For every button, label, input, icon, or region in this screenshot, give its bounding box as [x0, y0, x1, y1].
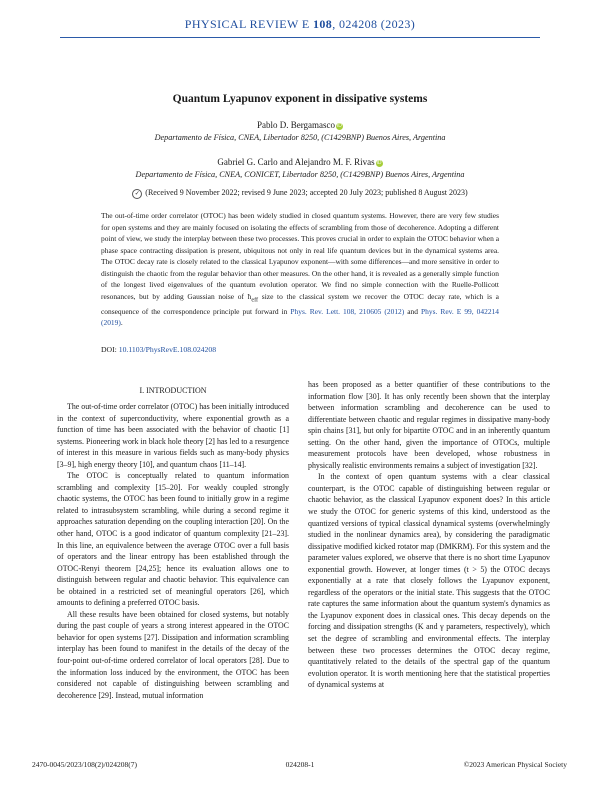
affiliation-1: Departamento de Física, CNEA, Libertador 8250, (C1429BNP) Buenos Aires, Argentina	[154, 133, 446, 142]
reference-link-pre[interactable]: Phys. Rev. E 99, 042214 (2019)	[101, 306, 499, 328]
header-rule	[60, 37, 540, 38]
check-for-updates-icon[interactable]: ✓	[132, 189, 142, 199]
section-heading-introduction: I. INTRODUCTION	[139, 386, 207, 395]
paragraph: The OTOC is conceptually related to quantum information scrambling and complexity [15–20]. For weakly coupled strongly chaotic systems, the OTOC has been found to initially grow in a regime related to intrasubsystem scrambling, while during a second regime it approaches saturation depending on the coupling interaction [20]. On the other hand, OTOC is a good indicator of quantum complexity [21–23]. In this line, an equivalence between the average OTOC over a full basis of operators and the linear entropy has been established through the OTOC-Renyi theorem [24,25]; hence its evaluation allows one to distinguish between regular and chaotic behavior. This equivalence can be obtained in a restricted set of meaningful operators [26], which amounts to defining a preferred OTOC basis.	[57, 471, 289, 608]
abstract-text: The out-of-time order correlator (OTOC) has been widely studied in closed quantum systems. However, there are very few studies for open systems and they are mainly focused on isolating the effects of scrambling from those of decoherence. Adopting a different point of view, we study the interplay between these two processes. This proves crucial in order to explain the OTOC behavior when a phase space contracting dissipation is present, ubiquitous not only in real life quantum devices but in the dynamical systems area. The OTOC decay rate is closely related to the classical Lyapunov exponent—with some differences—and more sensitive in order to distinguish the chaotic from the regular behavior than other measures. On the other hand, it is revealed as a generally simple function of the longest lived eigenvalues of the quantum evolution operator. We find no simple connection with the Ruelle-Pollicott resonances, but by adding Gaussian noise of ħ	[101, 211, 499, 301]
author-line-1	[0, 120, 600, 130]
footer-page-number: 024208-1	[285, 760, 315, 769]
author-name-1: Pablo D. Bergamasco	[256, 120, 336, 130]
received-dates	[0, 188, 600, 199]
footer-issn: 2470-0045/2023/108(2)/024208(7)	[32, 760, 137, 769]
doi-line	[101, 345, 216, 354]
right-column	[308, 379, 550, 691]
paragraph: All these results have been obtained for closed systems, but notably during the past couple of years a strong interest appeared in the OTOC behavior for open systems [27]. Dissipation and information scrambling interplay has been found to manifest in the details of the decay of the four-point out-of-time ordered correlator of local operators [28]. Due to the information loss induced by the environment, the OTOC has been considered not capable of distinguishing between scrambling and decoherence [29]. Instead, mutual information	[57, 609, 289, 700]
orcid-icon[interactable]: iD	[376, 160, 382, 166]
affiliation-2: Departamento de Física, CNEA, CONICET, Libertador 8250, (C1429BNP) Buenos Aires, Argentina	[135, 170, 465, 179]
author-line-2	[0, 157, 600, 167]
journal-header	[0, 17, 600, 32]
footer-copyright: ©2023 American Physical Society	[463, 760, 567, 769]
author-name-2: Gabriel G. Carlo and Alejandro M. F. Rivas	[217, 157, 375, 167]
orcid-icon[interactable]: iD	[337, 123, 342, 129]
received-text: (Received 9 November 2022; revised 9 June 2023; accepted 20 July 2023; published 8 August 2023)	[145, 188, 468, 197]
abstract-end: .	[120, 318, 123, 328]
abstract-text-2: size to the classical system we recover the OTOC decay rate, which is a consequence of the correspondence principle put forward in	[101, 291, 499, 316]
journal-article-number: , 024208 (2023)	[332, 17, 416, 31]
abstract	[101, 210, 499, 329]
journal-name: PHYSICAL REVIEW E	[184, 17, 310, 31]
abstract-and: and	[404, 306, 422, 316]
paper-title: Quantum Lyapunov exponent in dissipative systems	[172, 93, 428, 105]
paragraph: The out-of-time order correlator (OTOC) has been initially introduced in the context of superconductivity, where exponential growth as a function of time has been associated with the behavior of chaotic [1] systems. Pioneering work in black hole theory [2] has led to a resurgence of interest in this measure in various fields such as many-body physics [3–9], high energy theory [10], and quantum chaos [11–14].	[57, 402, 289, 469]
doi-link[interactable]: 10.1103/PhysRevE.108.024208	[118, 345, 217, 354]
paragraph: has been proposed as a better quantifier of these contributions to the information flow [30]. It has only recently been shown that the interplay between information scrambling and decoherence can be used to differentiate between chaotic and regular regimes in dissipative many-body spin chains [31], but only for bipartite OTOC and in an inherently quantum setting. On the other hand, given the importance of OTOCs, multiple measurement protocols have been developed, whose robustness in physically realistic environments remains a subject of investigation [32].	[308, 380, 550, 470]
doi-label: DOI:	[101, 345, 119, 354]
left-column	[57, 401, 289, 701]
paragraph: In the context of open quantum systems with a clear classical counterpart, is the OTOC capable of distinguishing between regular or chaotic behavior, as the classical Lyapunov exponent does? In this article we study the OTOC for generic systems of this kind, understood as the quantized versions of typical classical dynamical systems (overwhelmingly studied in the nonlinear dynamics area), by considering the paradigmatic dissipative modified kicked rotator map (DMKRM). For this system and the parameter values explored, we observe that there is no short time Lyapunov exponential growth. However, at longer times (t > 5) the OTOC decays exponentially at a rate that closely follows the Lyapunov exponent, regardless of the operators or the initial state. This suggests that the OTOC rate captures the same information about the quantum system's dynamics as the Lyapunov exponent does in classical ones. This decay depends on the forcing and dissipation strengths (K and γ parameters, respectively), which set the degree of scrambling and environmental effects. The interplay between these two processes determines the OTOC decay regime, quantitatively related to the details of the spectral gap of the quantum evolution operator. It is worth mentioning here that the statistical properties of dynamical systems at	[308, 472, 550, 690]
reference-link-prl[interactable]: Phys. Rev. Lett. 108, 210605 (2012)	[290, 306, 405, 316]
journal-volume: 108	[313, 17, 333, 31]
hbar-subscript: eff	[251, 296, 259, 304]
